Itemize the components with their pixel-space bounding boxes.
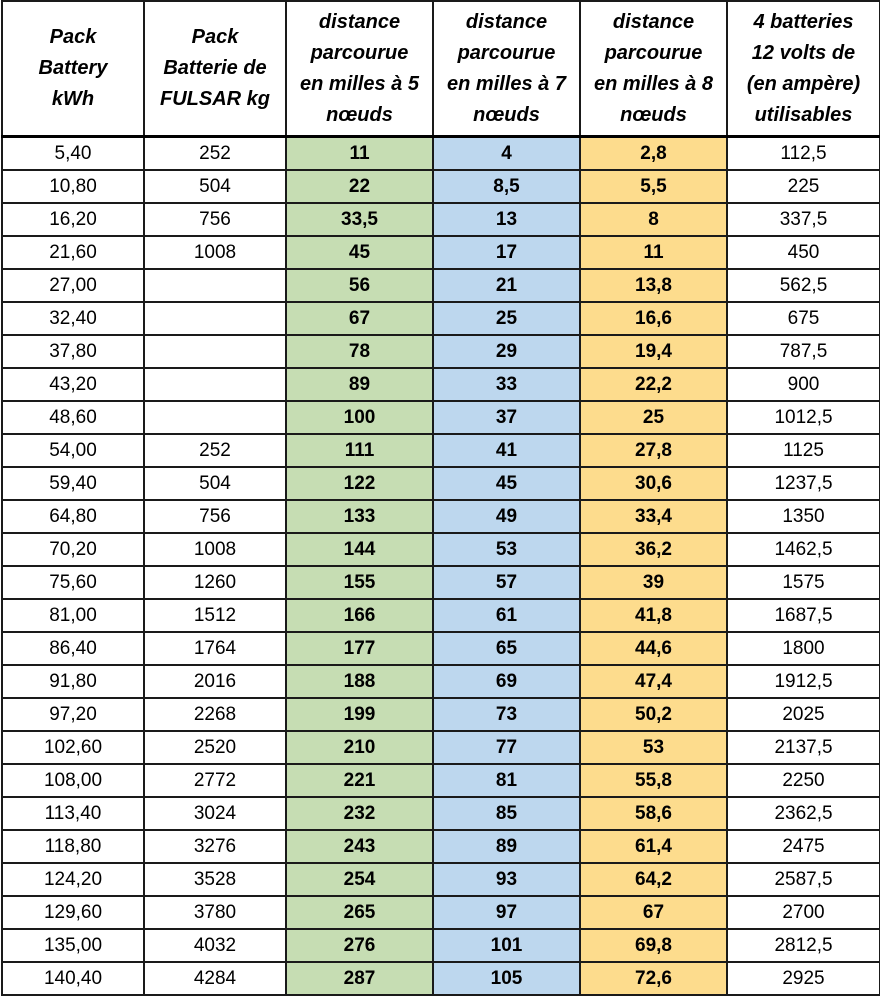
table-row — [2, 533, 880, 566]
distance-7-knots-cell: 57 — [433, 566, 580, 599]
distance-5-knots-cell: 199 — [286, 698, 433, 731]
distance-8-knots-cell: 55,8 — [580, 764, 727, 797]
kg-cell: 2520 — [144, 731, 286, 764]
kg-cell: 252 — [144, 137, 286, 171]
table-row — [2, 632, 880, 665]
amperes-cell: 1462,5 — [727, 533, 880, 566]
header-pack-batterie-kg: Pack Batterie de FULSAR kg — [144, 1, 286, 137]
kg-cell: 3024 — [144, 797, 286, 830]
amperes-cell: 2362,5 — [727, 797, 880, 830]
kwh-cell: 97,20 — [2, 698, 144, 731]
distance-7-knots-cell: 81 — [433, 764, 580, 797]
distance-8-knots-cell: 53 — [580, 731, 727, 764]
amperes-cell: 562,5 — [727, 269, 880, 302]
table-row — [2, 137, 880, 171]
distance-7-knots-cell: 101 — [433, 929, 580, 962]
amperes-cell: 2137,5 — [727, 731, 880, 764]
distance-8-knots-cell: 25 — [580, 401, 727, 434]
table-row — [2, 236, 880, 269]
kg-cell: 1008 — [144, 236, 286, 269]
battery-range-table — [1, 0, 880, 996]
distance-5-knots-cell: 265 — [286, 896, 433, 929]
distance-5-knots-cell: 33,5 — [286, 203, 433, 236]
table-row — [2, 500, 880, 533]
kwh-cell: 48,60 — [2, 401, 144, 434]
amperes-cell: 337,5 — [727, 203, 880, 236]
distance-5-knots-cell: 111 — [286, 434, 433, 467]
table-row — [2, 203, 880, 236]
amperes-cell: 2812,5 — [727, 929, 880, 962]
distance-5-knots-cell: 188 — [286, 665, 433, 698]
distance-8-knots-cell: 33,4 — [580, 500, 727, 533]
kg-cell: 2016 — [144, 665, 286, 698]
distance-7-knots-cell: 77 — [433, 731, 580, 764]
distance-5-knots-cell: 89 — [286, 368, 433, 401]
kg-cell: 1260 — [144, 566, 286, 599]
distance-7-knots-cell: 13 — [433, 203, 580, 236]
table-row — [2, 467, 880, 500]
distance-5-knots-cell: 133 — [286, 500, 433, 533]
kwh-cell: 102,60 — [2, 731, 144, 764]
distance-7-knots-cell: 97 — [433, 896, 580, 929]
distance-8-knots-cell: 67 — [580, 896, 727, 929]
kg-cell: 4032 — [144, 929, 286, 962]
table-row — [2, 731, 880, 764]
amperes-cell: 1575 — [727, 566, 880, 599]
distance-8-knots-cell: 39 — [580, 566, 727, 599]
distance-8-knots-cell: 13,8 — [580, 269, 727, 302]
kwh-cell: 108,00 — [2, 764, 144, 797]
amperes-cell: 1125 — [727, 434, 880, 467]
distance-8-knots-cell: 22,2 — [580, 368, 727, 401]
kg-cell — [144, 401, 286, 434]
distance-5-knots-cell: 166 — [286, 599, 433, 632]
distance-8-knots-cell: 16,6 — [580, 302, 727, 335]
table-row — [2, 929, 880, 962]
distance-7-knots-cell: 41 — [433, 434, 580, 467]
distance-8-knots-cell: 8 — [580, 203, 727, 236]
distance-7-knots-cell: 105 — [433, 962, 580, 995]
kg-cell: 2772 — [144, 764, 286, 797]
kg-cell: 1512 — [144, 599, 286, 632]
distance-8-knots-cell: 72,6 — [580, 962, 727, 995]
table-row — [2, 896, 880, 929]
distance-7-knots-cell: 85 — [433, 797, 580, 830]
amperes-cell: 2700 — [727, 896, 880, 929]
table-row — [2, 797, 880, 830]
distance-8-knots-cell: 50,2 — [580, 698, 727, 731]
distance-5-knots-cell: 122 — [286, 467, 433, 500]
table-body — [2, 137, 880, 996]
amperes-cell: 2587,5 — [727, 863, 880, 896]
distance-5-knots-cell: 144 — [286, 533, 433, 566]
kg-cell — [144, 368, 286, 401]
kwh-cell: 91,80 — [2, 665, 144, 698]
distance-8-knots-cell: 61,4 — [580, 830, 727, 863]
kwh-cell: 43,20 — [2, 368, 144, 401]
header-distance-5-knots: distance parcourue en milles à 5 nœuds — [286, 1, 433, 137]
distance-5-knots-cell: 22 — [286, 170, 433, 203]
kwh-cell: 129,60 — [2, 896, 144, 929]
table-row — [2, 269, 880, 302]
table-row — [2, 665, 880, 698]
distance-7-knots-cell: 25 — [433, 302, 580, 335]
distance-7-knots-cell: 37 — [433, 401, 580, 434]
kg-cell: 1764 — [144, 632, 286, 665]
kwh-cell: 16,20 — [2, 203, 144, 236]
distance-7-knots-cell: 69 — [433, 665, 580, 698]
table-row — [2, 830, 880, 863]
distance-8-knots-cell: 44,6 — [580, 632, 727, 665]
amperes-cell: 2925 — [727, 962, 880, 995]
distance-7-knots-cell: 53 — [433, 533, 580, 566]
distance-5-knots-cell: 232 — [286, 797, 433, 830]
kg-cell — [144, 335, 286, 368]
distance-8-knots-cell: 47,4 — [580, 665, 727, 698]
distance-7-knots-cell: 8,5 — [433, 170, 580, 203]
amperes-cell: 1237,5 — [727, 467, 880, 500]
distance-5-knots-cell: 11 — [286, 137, 433, 171]
kwh-cell: 124,20 — [2, 863, 144, 896]
table-row — [2, 698, 880, 731]
header-pack-battery-kwh: Pack Battery kWh — [2, 1, 144, 137]
amperes-cell: 1687,5 — [727, 599, 880, 632]
amperes-cell: 2475 — [727, 830, 880, 863]
distance-7-knots-cell: 65 — [433, 632, 580, 665]
kg-cell: 3780 — [144, 896, 286, 929]
distance-7-knots-cell: 89 — [433, 830, 580, 863]
distance-5-knots-cell: 210 — [286, 731, 433, 764]
distance-8-knots-cell: 5,5 — [580, 170, 727, 203]
kwh-cell: 140,40 — [2, 962, 144, 995]
kwh-cell: 10,80 — [2, 170, 144, 203]
distance-5-knots-cell: 100 — [286, 401, 433, 434]
amperes-cell: 1350 — [727, 500, 880, 533]
table-row — [2, 566, 880, 599]
distance-7-knots-cell: 21 — [433, 269, 580, 302]
distance-5-knots-cell: 78 — [286, 335, 433, 368]
amperes-cell: 2250 — [727, 764, 880, 797]
kwh-cell: 37,80 — [2, 335, 144, 368]
distance-5-knots-cell: 45 — [286, 236, 433, 269]
amperes-cell: 1800 — [727, 632, 880, 665]
kg-cell: 3276 — [144, 830, 286, 863]
kwh-cell: 135,00 — [2, 929, 144, 962]
distance-7-knots-cell: 61 — [433, 599, 580, 632]
distance-8-knots-cell: 58,6 — [580, 797, 727, 830]
distance-8-knots-cell: 11 — [580, 236, 727, 269]
distance-8-knots-cell: 69,8 — [580, 929, 727, 962]
kg-cell: 3528 — [144, 863, 286, 896]
kg-cell: 4284 — [144, 962, 286, 995]
kwh-cell: 32,40 — [2, 302, 144, 335]
kg-cell: 2268 — [144, 698, 286, 731]
kwh-cell: 21,60 — [2, 236, 144, 269]
distance-7-knots-cell: 4 — [433, 137, 580, 171]
table-row — [2, 368, 880, 401]
distance-8-knots-cell: 19,4 — [580, 335, 727, 368]
kwh-cell: 75,60 — [2, 566, 144, 599]
amperes-cell: 2025 — [727, 698, 880, 731]
table-row — [2, 863, 880, 896]
distance-8-knots-cell: 36,2 — [580, 533, 727, 566]
table-row — [2, 962, 880, 995]
table-row — [2, 599, 880, 632]
kwh-cell: 64,80 — [2, 500, 144, 533]
header-distance-7-knots: distance parcourue en milles à 7 nœuds — [433, 1, 580, 137]
amperes-cell: 675 — [727, 302, 880, 335]
distance-5-knots-cell: 67 — [286, 302, 433, 335]
kwh-cell: 113,40 — [2, 797, 144, 830]
table-row — [2, 335, 880, 368]
amperes-cell: 787,5 — [727, 335, 880, 368]
kwh-cell: 81,00 — [2, 599, 144, 632]
distance-5-knots-cell: 276 — [286, 929, 433, 962]
amperes-cell: 1912,5 — [727, 665, 880, 698]
header-row — [2, 1, 880, 137]
kwh-cell: 70,20 — [2, 533, 144, 566]
kwh-cell: 59,40 — [2, 467, 144, 500]
kwh-cell: 27,00 — [2, 269, 144, 302]
distance-7-knots-cell: 45 — [433, 467, 580, 500]
kwh-cell: 118,80 — [2, 830, 144, 863]
distance-7-knots-cell: 33 — [433, 368, 580, 401]
distance-5-knots-cell: 155 — [286, 566, 433, 599]
kg-cell: 756 — [144, 203, 286, 236]
distance-7-knots-cell: 73 — [433, 698, 580, 731]
kg-cell: 1008 — [144, 533, 286, 566]
distance-8-knots-cell: 30,6 — [580, 467, 727, 500]
distance-5-knots-cell: 56 — [286, 269, 433, 302]
kg-cell: 252 — [144, 434, 286, 467]
distance-7-knots-cell: 29 — [433, 335, 580, 368]
distance-8-knots-cell: 64,2 — [580, 863, 727, 896]
amperes-cell: 450 — [727, 236, 880, 269]
header-batteries-amperes: 4 batteries 12 volts de (en ampère) utilisables — [727, 1, 880, 137]
kg-cell: 504 — [144, 170, 286, 203]
kwh-cell: 5,40 — [2, 137, 144, 171]
distance-7-knots-cell: 17 — [433, 236, 580, 269]
amperes-cell: 1012,5 — [727, 401, 880, 434]
distance-8-knots-cell: 27,8 — [580, 434, 727, 467]
kg-cell — [144, 302, 286, 335]
table-row — [2, 401, 880, 434]
kg-cell — [144, 269, 286, 302]
header-distance-8-knots: distance parcourue en milles à 8 nœuds — [580, 1, 727, 137]
distance-5-knots-cell: 177 — [286, 632, 433, 665]
amperes-cell: 225 — [727, 170, 880, 203]
kwh-cell: 54,00 — [2, 434, 144, 467]
amperes-cell: 900 — [727, 368, 880, 401]
distance-8-knots-cell: 2,8 — [580, 137, 727, 171]
distance-7-knots-cell: 93 — [433, 863, 580, 896]
amperes-cell: 112,5 — [727, 137, 880, 171]
distance-7-knots-cell: 49 — [433, 500, 580, 533]
kwh-cell: 86,40 — [2, 632, 144, 665]
distance-5-knots-cell: 287 — [286, 962, 433, 995]
kg-cell: 504 — [144, 467, 286, 500]
table-row — [2, 302, 880, 335]
table-row — [2, 764, 880, 797]
table-row — [2, 434, 880, 467]
table-row — [2, 170, 880, 203]
distance-5-knots-cell: 221 — [286, 764, 433, 797]
distance-8-knots-cell: 41,8 — [580, 599, 727, 632]
distance-5-knots-cell: 243 — [286, 830, 433, 863]
distance-5-knots-cell: 254 — [286, 863, 433, 896]
kg-cell: 756 — [144, 500, 286, 533]
